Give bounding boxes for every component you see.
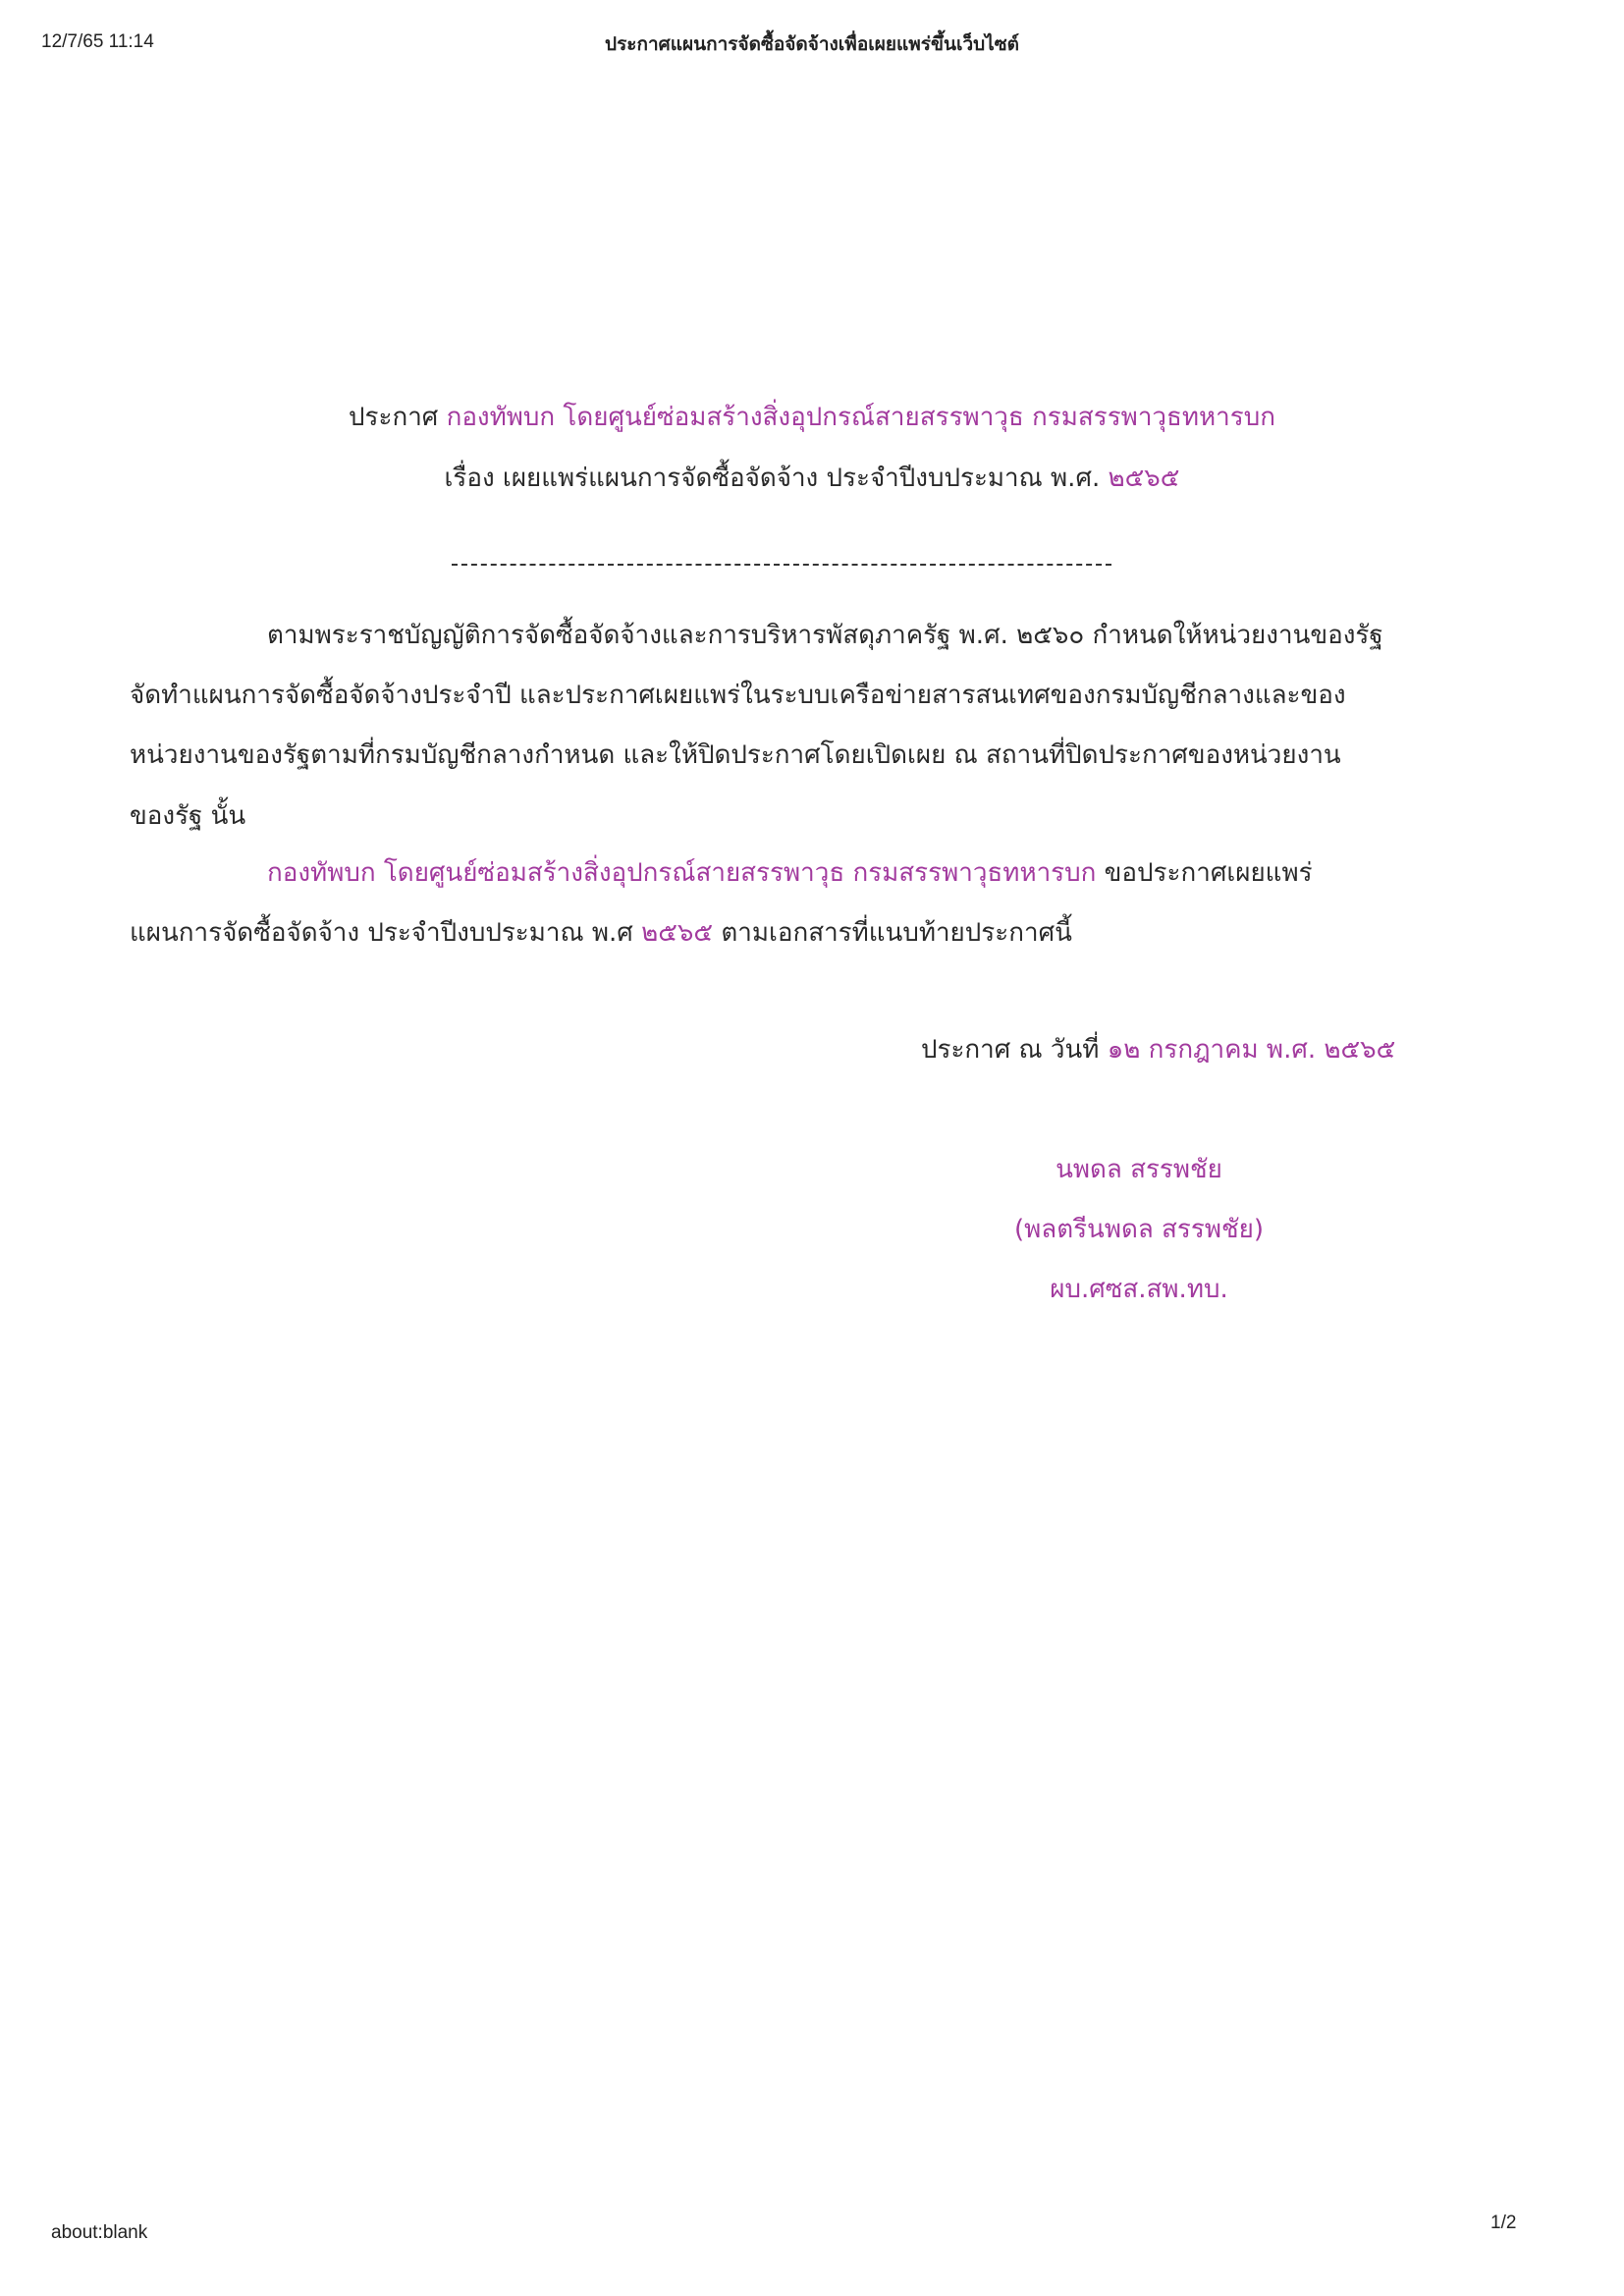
announcement-title-line2 — [0, 458, 1624, 498]
print-url: about:blank — [51, 2222, 148, 2243]
announcement-date — [921, 1029, 1395, 1069]
dashed-divider — [452, 564, 1111, 566]
paragraph2-line2-suffix: ตามเอกสารที่แนบท้ายประกาศนี้ — [721, 918, 1072, 948]
subject-text: เรื่อง เผยแพร่แผนการจัดซื้อจัดจ้าง ประจำปีงบประมาณ พ.ศ. — [444, 464, 1101, 493]
paragraph2-year: ๒๕๖๕ — [641, 918, 714, 948]
paragraph1-line4: ของรัฐ นั้น — [130, 801, 246, 831]
print-timestamp: 12/7/65 11:14 — [41, 31, 154, 52]
paragraph1-line2: จัดทำแผนการจัดซื้อจัดจ้างประจำปี และประกาศเผยแพร่ในระบบเครือข่ายสารสนเทศของกรมบัญชีกลางและของ — [130, 681, 1346, 710]
paragraph2-line2 — [130, 912, 1072, 953]
paragraph1-line3: หน่วยงานของรัฐตามที่กรมบัญชีกลางกำหนด และให้ปิดประกาศโดยเปิดเผย ณ สถานที่ปิดประกาศของหน่วยงาน — [130, 740, 1341, 770]
title-prefix: ประกาศ — [349, 403, 439, 432]
title-agency: กองทัพบก โดยศูนย์ซ่อมสร้างสิ่งอุปกรณ์สายสรรพาวุธ กรมสรรพาวุธทหารบก — [446, 403, 1275, 432]
announcement-title-line1 — [0, 397, 1624, 437]
subject-year: ๒๕๖๕ — [1108, 464, 1180, 493]
paragraph2-line1 — [267, 852, 1313, 893]
print-page-number: 1/2 — [1490, 2213, 1517, 2233]
paragraph2-line1-suffix: ขอประกาศเผยแพร่ — [1104, 858, 1313, 888]
print-page-title: ประกาศแผนการจัดซื้อจัดจ้างเพื่อเผยแพร่ขึ้นเว็บไซต์ — [605, 34, 1019, 55]
signature-name: นพดล สรรพชัย — [1056, 1155, 1222, 1184]
signature-fullname: (พลตรีนพดล สรรพชัย) — [1013, 1215, 1265, 1244]
paragraph2-agency: กองทัพบก โดยศูนย์ซ่อมสร้างสิ่งอุปกรณ์สายสรรพาวุธ กรมสรรพาวุธทหารบก — [267, 858, 1097, 888]
date-prefix: ประกาศ ณ วันที่ — [921, 1035, 1100, 1065]
signature-position: ผบ.ศซส.สพ.ทบ. — [1050, 1275, 1228, 1304]
paragraph1-line1: ตามพระราชบัญญัติการจัดซื้อจัดจ้างและการบริหารพัสดุภาครัฐ พ.ศ. ๒๕๖๐ กำหนดให้หน่วยงานของรัฐ — [267, 621, 1383, 650]
date-value: ๑๒ กรกฎาคม พ.ศ. ๒๕๖๕ — [1107, 1035, 1396, 1065]
paragraph2-line2-prefix: แผนการจัดซื้อจัดจ้าง ประจำปีงบประมาณ พ.ศ — [130, 918, 633, 948]
